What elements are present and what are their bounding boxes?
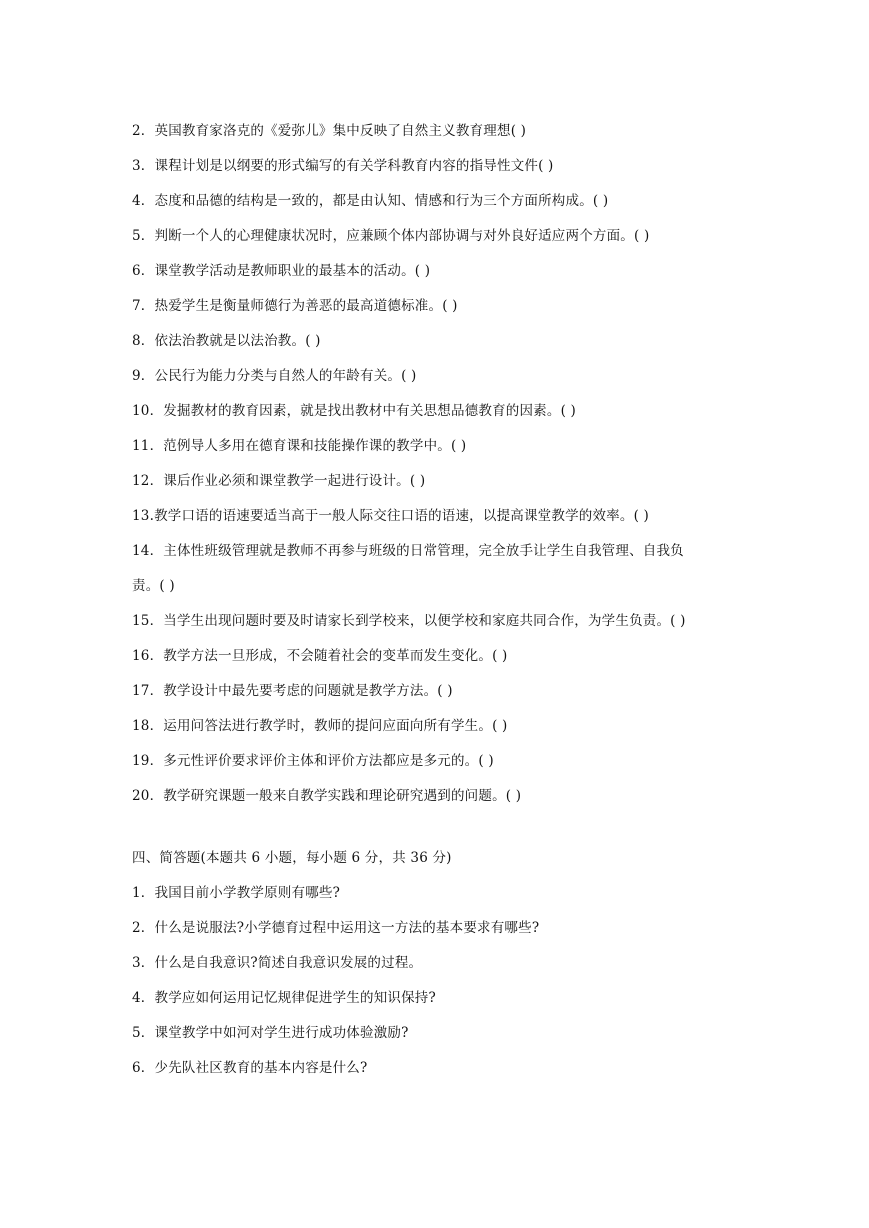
- judgment-item-13: 13.教学口语的语速要适当高于一般人际交往口语的语速，以提高课堂教学的效率。( ): [132, 508, 649, 524]
- short-answer-item-1: 1．我国目前小学教学原则有哪些?: [132, 885, 341, 901]
- judgment-item-17: 17．教学设计中最先要考虑的问题就是教学方法。( ): [132, 683, 453, 699]
- judgment-item-14-continued: 责。( ): [132, 578, 175, 594]
- judgment-item-4: 4．态度和品德的结构是一致的，都是由认知、情感和行为三个方面所构成。( ): [132, 193, 609, 209]
- judgment-item-16: 16．教学方法一旦形成，不会随着社会的变革而发生变化。( ): [132, 648, 508, 664]
- judgment-item-20: 20．教学研究课题一般来自教学实践和理论研究遇到的问题。( ): [132, 788, 522, 804]
- judgment-question-list: [132, 114, 742, 814]
- judgment-item-11: 11．范例导人多用在德育课和技能操作课的教学中。( ): [132, 438, 467, 454]
- judgment-item-6: 6．课堂教学活动是教师职业的最基本的活动。( ): [132, 263, 431, 279]
- judgment-item-7: 7．热爱学生是衡量师德行为善恶的最高道德标准。( ): [132, 298, 458, 314]
- short-answer-item-5: 5．课堂教学中如河对学生进行成功体验激励?: [132, 1025, 409, 1041]
- section-gap: [132, 814, 742, 841]
- judgment-item-10: 10．发掘教材的教育因素，就是找出教材中有关思想品德教育的因素。( ): [132, 403, 577, 419]
- judgment-item-5: 5．判断一个人的心理健康状况时，应兼顾个体内部协调与对外良好适应两个方面。( ): [132, 228, 650, 244]
- short-answer-section: [132, 841, 742, 1086]
- judgment-item-9: 9．公民行为能力分类与自然人的年龄有关。( ): [132, 368, 417, 384]
- judgment-item-15: 15．当学生出现问题时要及时请家长到学校来，以便学校和家庭共同合作，为学生负责。( ): [132, 613, 686, 629]
- short-answer-item-3: 3．什么是自我意识?简述自我意识发展的过程。: [132, 955, 423, 971]
- judgment-item-2: 2．英国教育家洛克的《爱弥儿》集中反映了自然主义教育理想( ): [132, 123, 527, 139]
- short-answer-title: 四、简答题(本题共 6 小题，每小题 6 分，共 36 分): [132, 850, 452, 866]
- short-answer-item-2: 2．什么是说服法?小学德育过程中运用这一方法的基本要求有哪些?: [132, 920, 540, 936]
- document-content: [132, 114, 742, 1086]
- judgment-item-8: 8．依法治教就是以法治教。( ): [132, 333, 321, 349]
- judgment-item-18: 18．运用问答法进行教学时，教师的提问应面向所有学生。( ): [132, 718, 508, 734]
- judgment-item-3: 3．课程计划是以纲要的形式编写的有关学科教育内容的指导性文件( ): [132, 158, 554, 174]
- short-answer-item-6: 6．少先队社区教育的基本内容是什么?: [132, 1060, 368, 1076]
- short-answer-item-4: 4．教学应如何运用记忆规律促进学生的知识保持?: [132, 990, 436, 1006]
- judgment-item-14: 14．主体性班级管理就是教师不再参与班级的日常管理，完全放手让学生自我管理、自我负: [132, 543, 684, 559]
- judgment-item-19: 19．多元性评价要求评价主体和评价方法都应是多元的。( ): [132, 753, 494, 769]
- judgment-item-12: 12．课后作业必须和课堂教学一起进行设计。( ): [132, 473, 426, 489]
